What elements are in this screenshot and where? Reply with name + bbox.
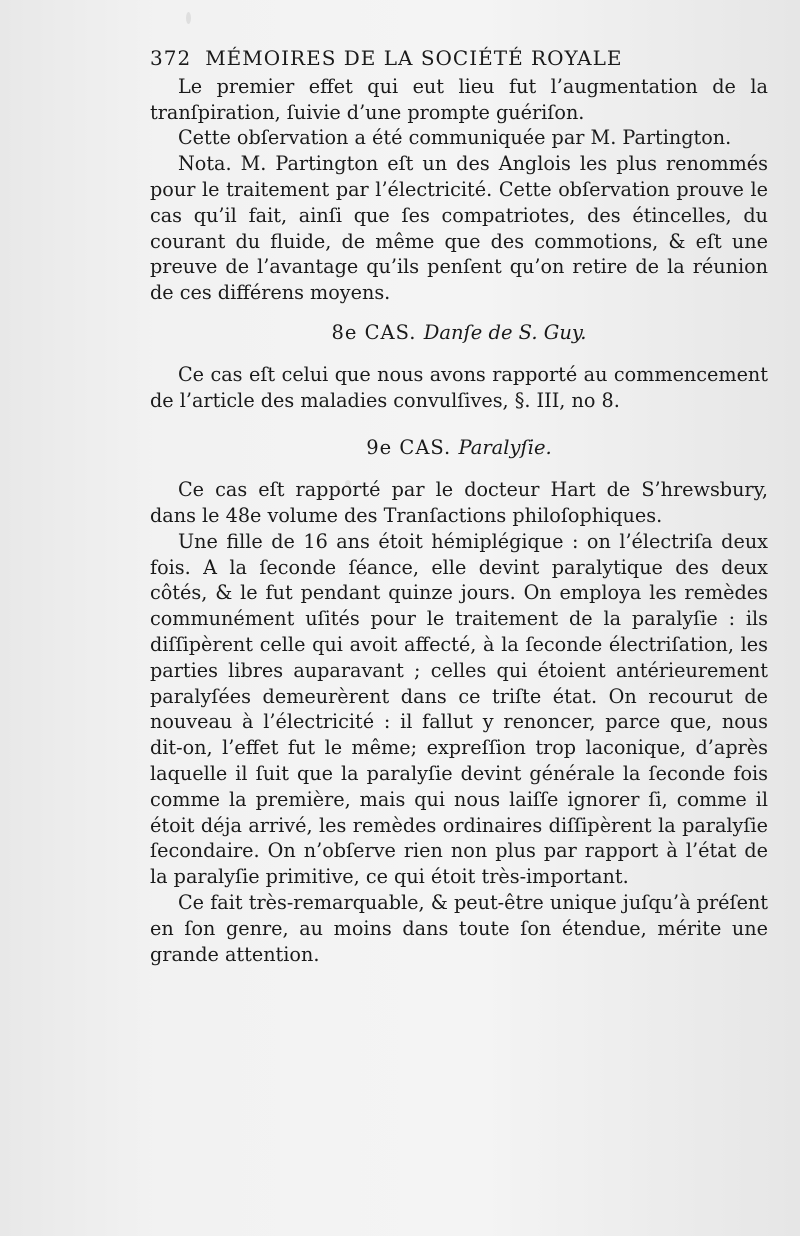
case-9-paragraph: Une fille de 16 ans étoit hémiplégique : on l’électriſa deux fois. A la ſeconde ſéance, elle devint paralytique des deux côtés, & le fut pendant quinze jours. On employa les remèdes communément uſités pour le traitement de la paralyſie : ils diſſipèrent celle qui avoit affecté, à la ſeconde électriſation, les parties libres auparavant ; celles qui étoient antérieurement paralyſées demeurèrent dans ce triſte état. On recourut de nouveau à l’électricité : il fallut y renoncer, parce que, nous dit-on, l’effet fut le même; expreſſion trop laconique, d’après laquelle il ſuit que la paralyſie devint générale la ſeconde fois comme la première, mais qui nous laiſſe ignorer ſi, comme il étoit déja arrivé, les remèdes ordinaires diſſipèrent la paralyſie ſecondaire. On n’obſerve rien non plus par rapport à l’état de la paralyſie primitive, ce qui étoit très-important.: [150, 529, 768, 889]
running-title: MÉMOIRES DE LA SOCIÉTÉ ROYALE: [205, 46, 623, 70]
case-9-heading: [150, 435, 768, 461]
page-number: 372: [150, 46, 192, 70]
case-8-subtitle: Danſe de S. Guy.: [423, 320, 587, 344]
case-8-text: Ce cas eſt celui que nous avons rapporté au commencement de l’article des maladies convulſives, §. III, no 8.: [150, 362, 768, 412]
paragraph: Le premier effet qui eut lieu fut l’augmentation de la tranſpiration, ſuivie d’une prompte guériſon.: [150, 74, 768, 124]
text-column: [150, 46, 768, 967]
nota-paragraph: Nota. M. Partington eſt un des Anglois les plus renommés pour le traitement par l’électricité. Cette obſervation prouve le cas qu’il fait, ainſi que ſes compatriotes, des étincelles, du courant du fluide, de même que des commotions, & eſt une preuve de l’avantage qu’ils penſent qu’on retire de la réunion de ces différens moyens.: [150, 152, 768, 305]
running-header: [150, 46, 768, 72]
ink-spot: [186, 12, 191, 24]
case-8-number: 8e CAS.: [331, 320, 417, 344]
case-9-paragraph: Ce fait très-remarquable, & peut-être unique juſqu’à préſent en ſon genre, au moins dans toute ſon étendue, mérite une grande attention.: [150, 890, 768, 966]
case-9-subtitle: Paralyſie.: [458, 436, 552, 460]
paragraph: Cette obſervation a été communiquée par M. Partington.: [178, 126, 732, 150]
case-8-heading: [150, 320, 768, 346]
case-9-number: 9e CAS.: [366, 436, 452, 460]
case-9-paragraph: Ce cas eſt rapporté par le docteur Hart de S’hrewsbury, dans le 48e volume des Tranſactions philoſophiques.: [150, 478, 768, 527]
